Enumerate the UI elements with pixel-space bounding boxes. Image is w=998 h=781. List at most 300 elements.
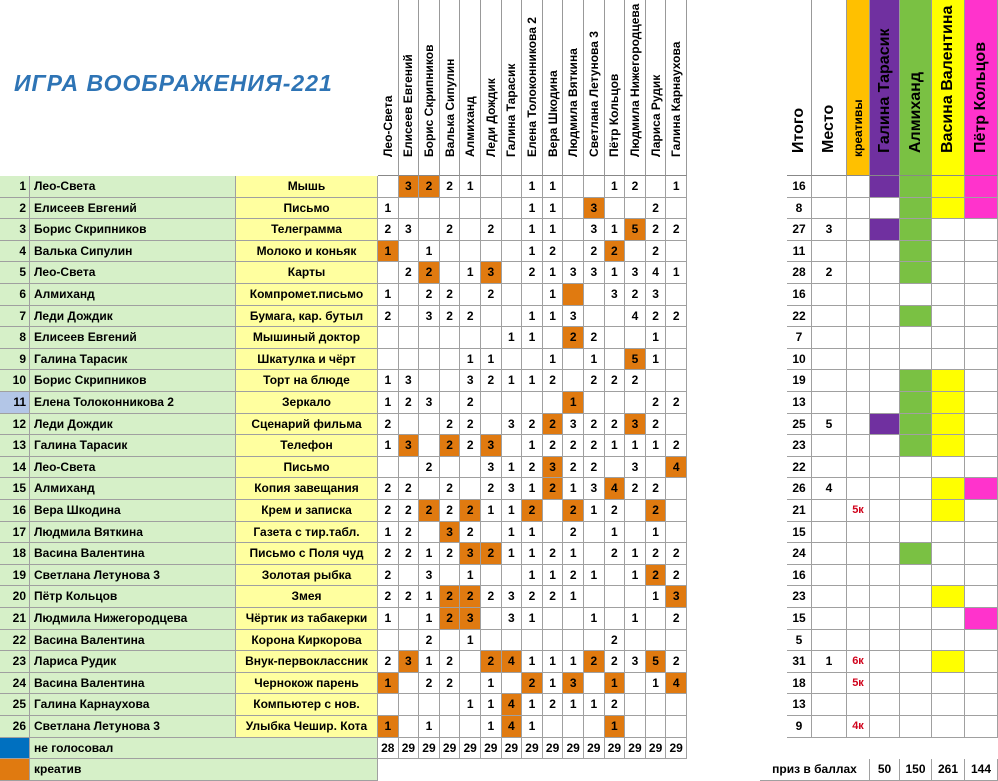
column-header-voter[interactable]: [666, 0, 687, 176]
vote-cell[interactable]: 1: [378, 370, 399, 392]
vote-cell[interactable]: 2: [584, 327, 605, 349]
prize-cell[interactable]: [965, 457, 998, 479]
vote-cell[interactable]: [419, 198, 440, 220]
prize-cell[interactable]: [870, 522, 900, 544]
total-cell[interactable]: 23: [787, 435, 812, 457]
prize-cell[interactable]: [932, 414, 965, 436]
vote-cell[interactable]: [646, 176, 667, 198]
prize-cell[interactable]: [870, 435, 900, 457]
prize-cell[interactable]: [900, 608, 932, 630]
vote-cell[interactable]: 1: [543, 673, 564, 695]
row-number[interactable]: 23: [0, 651, 30, 673]
vote-cell[interactable]: 1: [646, 522, 667, 544]
voter-total-cell[interactable]: 29: [522, 738, 543, 760]
vote-cell[interactable]: 1: [419, 241, 440, 263]
author-name[interactable]: Лео-Света: [30, 457, 236, 479]
total-cell[interactable]: 5: [787, 630, 812, 652]
vote-cell[interactable]: [563, 630, 584, 652]
vote-cell[interactable]: [584, 630, 605, 652]
vote-cell[interactable]: [584, 586, 605, 608]
column-header-prize[interactable]: [932, 0, 965, 176]
item-title[interactable]: Зеркало: [236, 392, 378, 414]
vote-cell[interactable]: [543, 327, 564, 349]
row-number[interactable]: 20: [0, 586, 30, 608]
vote-cell[interactable]: [460, 198, 481, 220]
vote-cell[interactable]: 2: [399, 586, 420, 608]
vote-cell[interactable]: 3: [399, 370, 420, 392]
total-cell[interactable]: 22: [787, 457, 812, 479]
prize-cell[interactable]: [870, 673, 900, 695]
vote-cell[interactable]: 2: [522, 457, 543, 479]
vote-cell[interactable]: 2: [419, 457, 440, 479]
row-number[interactable]: 16: [0, 500, 30, 522]
vote-cell[interactable]: [666, 500, 687, 522]
column-header-voter[interactable]: [399, 0, 420, 176]
prize-cell[interactable]: [965, 327, 998, 349]
prize-cell[interactable]: [932, 694, 965, 716]
vote-cell[interactable]: [481, 176, 502, 198]
prize-value[interactable]: 150: [900, 759, 932, 781]
row-number[interactable]: 24: [0, 673, 30, 695]
prize-cell[interactable]: [965, 478, 998, 500]
vote-cell[interactable]: 1: [481, 694, 502, 716]
voter-total-cell[interactable]: 29: [563, 738, 584, 760]
vote-cell[interactable]: 2: [666, 219, 687, 241]
vote-cell[interactable]: 2: [481, 651, 502, 673]
column-header-voter[interactable]: [646, 0, 667, 176]
vote-cell[interactable]: 2: [440, 586, 461, 608]
vote-cell[interactable]: 1: [543, 262, 564, 284]
author-name[interactable]: Галина Тарасик: [30, 349, 236, 371]
prize-cell[interactable]: [932, 478, 965, 500]
vote-cell[interactable]: 2: [481, 543, 502, 565]
vote-cell[interactable]: 2: [646, 198, 667, 220]
author-name[interactable]: Людмила Вяткина: [30, 522, 236, 544]
vote-cell[interactable]: [646, 716, 667, 738]
vote-cell[interactable]: 1: [646, 435, 667, 457]
vote-cell[interactable]: [625, 500, 646, 522]
prize-cell[interactable]: [965, 262, 998, 284]
prize-cell[interactable]: [965, 500, 998, 522]
place-cell[interactable]: [812, 457, 847, 479]
prize-cell[interactable]: [932, 457, 965, 479]
vote-cell[interactable]: [502, 176, 523, 198]
row-number[interactable]: 21: [0, 608, 30, 630]
creative-cell[interactable]: [847, 370, 870, 392]
vote-cell[interactable]: [419, 349, 440, 371]
author-name[interactable]: Валька Сипулин: [30, 241, 236, 263]
vote-cell[interactable]: 1: [605, 435, 626, 457]
vote-cell[interactable]: 1: [378, 392, 399, 414]
voter-total-cell[interactable]: 28: [378, 738, 399, 760]
vote-cell[interactable]: [584, 176, 605, 198]
vote-cell[interactable]: 1: [605, 716, 626, 738]
voter-total-cell[interactable]: 29: [584, 738, 605, 760]
prize-cell[interactable]: [932, 284, 965, 306]
vote-cell[interactable]: [481, 327, 502, 349]
vote-cell[interactable]: [460, 327, 481, 349]
creative-cell[interactable]: [847, 284, 870, 306]
prize-value[interactable]: 261: [932, 759, 965, 781]
vote-cell[interactable]: 2: [646, 241, 667, 263]
voter-total-cell[interactable]: 29: [460, 738, 481, 760]
prize-cell[interactable]: [870, 306, 900, 328]
column-header-voter[interactable]: [563, 0, 584, 176]
vote-cell[interactable]: 2: [646, 306, 667, 328]
vote-cell[interactable]: 1: [563, 694, 584, 716]
vote-cell[interactable]: [646, 694, 667, 716]
prize-cell[interactable]: [965, 241, 998, 263]
vote-cell[interactable]: 1: [605, 176, 626, 198]
vote-cell[interactable]: 1: [378, 198, 399, 220]
vote-cell[interactable]: [399, 327, 420, 349]
total-cell[interactable]: 9: [787, 716, 812, 738]
vote-cell[interactable]: [481, 241, 502, 263]
vote-cell[interactable]: 3: [399, 435, 420, 457]
vote-cell[interactable]: 2: [605, 543, 626, 565]
item-title[interactable]: Письмо с Поля чуд: [236, 543, 378, 565]
vote-cell[interactable]: 2: [440, 306, 461, 328]
total-cell[interactable]: 19: [787, 370, 812, 392]
row-number[interactable]: 8: [0, 327, 30, 349]
vote-cell[interactable]: 2: [481, 219, 502, 241]
prize-cell[interactable]: [900, 457, 932, 479]
creative-cell[interactable]: [847, 327, 870, 349]
vote-cell[interactable]: [543, 500, 564, 522]
vote-cell[interactable]: [419, 435, 440, 457]
vote-cell[interactable]: 1: [522, 716, 543, 738]
vote-cell[interactable]: [502, 673, 523, 695]
vote-cell[interactable]: 2: [378, 586, 399, 608]
prize-cell[interactable]: [900, 327, 932, 349]
vote-cell[interactable]: 3: [625, 457, 646, 479]
prize-cell[interactable]: [870, 630, 900, 652]
vote-cell[interactable]: 1: [522, 176, 543, 198]
vote-cell[interactable]: 3: [502, 414, 523, 436]
vote-cell[interactable]: 2: [563, 457, 584, 479]
prize-cell[interactable]: [965, 370, 998, 392]
creative-cell[interactable]: [847, 435, 870, 457]
vote-cell[interactable]: 2: [481, 284, 502, 306]
total-cell[interactable]: 27: [787, 219, 812, 241]
vote-cell[interactable]: 2: [646, 219, 667, 241]
prize-cell[interactable]: [965, 651, 998, 673]
vote-cell[interactable]: [502, 262, 523, 284]
prize-cell[interactable]: [965, 198, 998, 220]
vote-cell[interactable]: [522, 284, 543, 306]
total-cell[interactable]: 26: [787, 478, 812, 500]
vote-cell[interactable]: [625, 694, 646, 716]
vote-cell[interactable]: [584, 716, 605, 738]
vote-cell[interactable]: [419, 694, 440, 716]
vote-cell[interactable]: 2: [399, 543, 420, 565]
prize-cell[interactable]: [870, 457, 900, 479]
vote-cell[interactable]: 3: [502, 478, 523, 500]
creative-cell[interactable]: [847, 176, 870, 198]
vote-cell[interactable]: [440, 392, 461, 414]
column-header-voter[interactable]: [625, 0, 646, 176]
vote-cell[interactable]: 2: [625, 370, 646, 392]
vote-cell[interactable]: 2: [440, 414, 461, 436]
vote-cell[interactable]: [399, 349, 420, 371]
vote-cell[interactable]: [605, 327, 626, 349]
vote-cell[interactable]: [378, 349, 399, 371]
vote-cell[interactable]: 1: [522, 608, 543, 630]
vote-cell[interactable]: [419, 370, 440, 392]
vote-cell[interactable]: 2: [378, 219, 399, 241]
vote-cell[interactable]: [460, 716, 481, 738]
prize-cell[interactable]: [900, 500, 932, 522]
vote-cell[interactable]: [666, 284, 687, 306]
vote-cell[interactable]: 1: [584, 608, 605, 630]
vote-cell[interactable]: [563, 219, 584, 241]
row-number[interactable]: 11: [0, 392, 30, 414]
prize-cell[interactable]: [932, 608, 965, 630]
vote-cell[interactable]: [605, 608, 626, 630]
place-cell[interactable]: [812, 392, 847, 414]
column-header-voter[interactable]: [378, 0, 399, 176]
prize-cell[interactable]: [870, 478, 900, 500]
author-name[interactable]: Леди Дождик: [30, 306, 236, 328]
voter-total-cell[interactable]: 29: [605, 738, 626, 760]
prize-cell[interactable]: [932, 522, 965, 544]
vote-cell[interactable]: 3: [666, 586, 687, 608]
vote-cell[interactable]: 2: [563, 522, 584, 544]
vote-cell[interactable]: 2: [543, 478, 564, 500]
place-cell[interactable]: [812, 306, 847, 328]
vote-cell[interactable]: 1: [522, 198, 543, 220]
vote-cell[interactable]: 4: [502, 651, 523, 673]
vote-cell[interactable]: 2: [440, 284, 461, 306]
item-title[interactable]: Бумага, кар. бутыл: [236, 306, 378, 328]
vote-cell[interactable]: 2: [666, 435, 687, 457]
vote-cell[interactable]: [605, 349, 626, 371]
vote-cell[interactable]: [646, 608, 667, 630]
vote-cell[interactable]: [460, 673, 481, 695]
prize-cell[interactable]: [932, 306, 965, 328]
vote-cell[interactable]: 3: [584, 262, 605, 284]
vote-cell[interactable]: [399, 306, 420, 328]
item-title[interactable]: Змея: [236, 586, 378, 608]
vote-cell[interactable]: [563, 176, 584, 198]
prize-cell[interactable]: [900, 262, 932, 284]
author-name[interactable]: Елисеев Евгений: [30, 327, 236, 349]
prize-cell[interactable]: [965, 565, 998, 587]
item-title[interactable]: Крем и записка: [236, 500, 378, 522]
vote-cell[interactable]: 2: [666, 306, 687, 328]
vote-cell[interactable]: 1: [378, 673, 399, 695]
vote-cell[interactable]: 1: [522, 565, 543, 587]
creative-cell[interactable]: 4к: [847, 716, 870, 738]
vote-cell[interactable]: [625, 586, 646, 608]
vote-cell[interactable]: 1: [481, 716, 502, 738]
row-number[interactable]: 17: [0, 522, 30, 544]
vote-cell[interactable]: 3: [605, 284, 626, 306]
vote-cell[interactable]: [605, 198, 626, 220]
vote-cell[interactable]: 2: [543, 694, 564, 716]
vote-cell[interactable]: [419, 478, 440, 500]
vote-cell[interactable]: 3: [440, 522, 461, 544]
vote-cell[interactable]: 4: [502, 694, 523, 716]
column-header-creative[interactable]: [847, 0, 870, 176]
creative-cell[interactable]: [847, 543, 870, 565]
prize-cell[interactable]: [932, 219, 965, 241]
vote-cell[interactable]: [502, 306, 523, 328]
voter-total-cell[interactable]: 29: [440, 738, 461, 760]
vote-cell[interactable]: [625, 673, 646, 695]
vote-cell[interactable]: [543, 630, 564, 652]
total-cell[interactable]: 10: [787, 349, 812, 371]
vote-cell[interactable]: 2: [378, 414, 399, 436]
vote-cell[interactable]: 3: [625, 414, 646, 436]
vote-cell[interactable]: [502, 435, 523, 457]
vote-cell[interactable]: 2: [460, 586, 481, 608]
vote-cell[interactable]: 2: [399, 522, 420, 544]
vote-cell[interactable]: 3: [625, 262, 646, 284]
author-name[interactable]: Галина Карнаухова: [30, 694, 236, 716]
vote-cell[interactable]: 1: [625, 565, 646, 587]
vote-cell[interactable]: 1: [646, 673, 667, 695]
prize-cell[interactable]: [870, 608, 900, 630]
place-cell[interactable]: [812, 630, 847, 652]
prize-cell[interactable]: [870, 565, 900, 587]
total-cell[interactable]: 31: [787, 651, 812, 673]
vote-cell[interactable]: [605, 565, 626, 587]
prize-cell[interactable]: [900, 673, 932, 695]
item-title[interactable]: Шкатулка и чёрт: [236, 349, 378, 371]
item-title[interactable]: Копия завещания: [236, 478, 378, 500]
vote-cell[interactable]: 1: [584, 694, 605, 716]
vote-cell[interactable]: [563, 716, 584, 738]
vote-cell[interactable]: [625, 198, 646, 220]
legend-creative[interactable]: креатив: [30, 759, 378, 781]
prize-cell[interactable]: [932, 586, 965, 608]
vote-cell[interactable]: [584, 392, 605, 414]
row-number[interactable]: 3: [0, 219, 30, 241]
vote-cell[interactable]: [399, 673, 420, 695]
vote-cell[interactable]: 2: [584, 241, 605, 263]
vote-cell[interactable]: 2: [605, 500, 626, 522]
row-number[interactable]: 18: [0, 543, 30, 565]
vote-cell[interactable]: 5: [625, 349, 646, 371]
author-name[interactable]: Светлана Летунова 3: [30, 716, 236, 738]
vote-cell[interactable]: 4: [646, 262, 667, 284]
prize-cell[interactable]: [965, 543, 998, 565]
vote-cell[interactable]: 1: [625, 543, 646, 565]
vote-cell[interactable]: 1: [543, 306, 564, 328]
vote-cell[interactable]: [563, 370, 584, 392]
vote-cell[interactable]: 2: [481, 478, 502, 500]
vote-cell[interactable]: [522, 349, 543, 371]
vote-cell[interactable]: 3: [584, 219, 605, 241]
vote-cell[interactable]: 1: [481, 349, 502, 371]
voter-total-cell[interactable]: 29: [666, 738, 687, 760]
vote-cell[interactable]: 2: [399, 500, 420, 522]
prize-value[interactable]: 50: [870, 759, 900, 781]
vote-cell[interactable]: 1: [646, 586, 667, 608]
vote-cell[interactable]: 2: [460, 522, 481, 544]
prize-cell[interactable]: [870, 716, 900, 738]
vote-cell[interactable]: 2: [522, 673, 543, 695]
vote-cell[interactable]: 1: [625, 435, 646, 457]
vote-cell[interactable]: 2: [605, 241, 626, 263]
vote-cell[interactable]: 1: [522, 694, 543, 716]
total-cell[interactable]: 24: [787, 543, 812, 565]
vote-cell[interactable]: [625, 522, 646, 544]
row-number[interactable]: 13: [0, 435, 30, 457]
vote-cell[interactable]: [419, 327, 440, 349]
vote-cell[interactable]: 1: [460, 349, 481, 371]
item-title[interactable]: Улыбка Чешир. Кота: [236, 716, 378, 738]
vote-cell[interactable]: [666, 198, 687, 220]
vote-cell[interactable]: [563, 608, 584, 630]
vote-cell[interactable]: 2: [563, 565, 584, 587]
vote-cell[interactable]: 3: [502, 608, 523, 630]
vote-cell[interactable]: 2: [522, 500, 543, 522]
item-title[interactable]: Газета с тир.табл.: [236, 522, 378, 544]
place-cell[interactable]: [812, 543, 847, 565]
prize-cell[interactable]: [965, 716, 998, 738]
place-cell[interactable]: 5: [812, 414, 847, 436]
vote-cell[interactable]: 1: [502, 457, 523, 479]
column-header-total[interactable]: [787, 0, 812, 176]
vote-cell[interactable]: 2: [419, 630, 440, 652]
row-number[interactable]: 10: [0, 370, 30, 392]
vote-cell[interactable]: 2: [460, 392, 481, 414]
total-cell[interactable]: 28: [787, 262, 812, 284]
vote-cell[interactable]: [522, 392, 543, 414]
vote-cell[interactable]: 1: [460, 262, 481, 284]
vote-cell[interactable]: 1: [378, 435, 399, 457]
vote-cell[interactable]: [399, 457, 420, 479]
vote-cell[interactable]: 2: [399, 262, 420, 284]
vote-cell[interactable]: 1: [563, 392, 584, 414]
author-name[interactable]: Алмиханд: [30, 478, 236, 500]
vote-cell[interactable]: 3: [563, 306, 584, 328]
creative-cell[interactable]: [847, 306, 870, 328]
prize-cell[interactable]: [900, 414, 932, 436]
vote-cell[interactable]: [481, 630, 502, 652]
vote-cell[interactable]: [481, 414, 502, 436]
vote-cell[interactable]: 2: [666, 543, 687, 565]
prize-cell[interactable]: [932, 500, 965, 522]
prize-cell[interactable]: [870, 262, 900, 284]
vote-cell[interactable]: [481, 565, 502, 587]
vote-cell[interactable]: 1: [460, 176, 481, 198]
vote-cell[interactable]: [502, 284, 523, 306]
place-cell[interactable]: [812, 694, 847, 716]
vote-cell[interactable]: 1: [584, 565, 605, 587]
author-name[interactable]: Лариса Рудик: [30, 651, 236, 673]
vote-cell[interactable]: [502, 565, 523, 587]
vote-cell[interactable]: [584, 543, 605, 565]
vote-cell[interactable]: [481, 392, 502, 414]
prize-cell[interactable]: [900, 219, 932, 241]
author-name[interactable]: Галина Тарасик: [30, 435, 236, 457]
total-cell[interactable]: 18: [787, 673, 812, 695]
vote-cell[interactable]: 1: [522, 522, 543, 544]
place-cell[interactable]: [812, 370, 847, 392]
voter-total-cell[interactable]: 29: [502, 738, 523, 760]
prize-cell[interactable]: [870, 543, 900, 565]
prize-cell[interactable]: [900, 198, 932, 220]
vote-cell[interactable]: 2: [543, 241, 564, 263]
vote-cell[interactable]: [399, 565, 420, 587]
vote-cell[interactable]: 1: [378, 241, 399, 263]
vote-cell[interactable]: 3: [481, 435, 502, 457]
vote-cell[interactable]: 2: [378, 543, 399, 565]
vote-cell[interactable]: [460, 651, 481, 673]
